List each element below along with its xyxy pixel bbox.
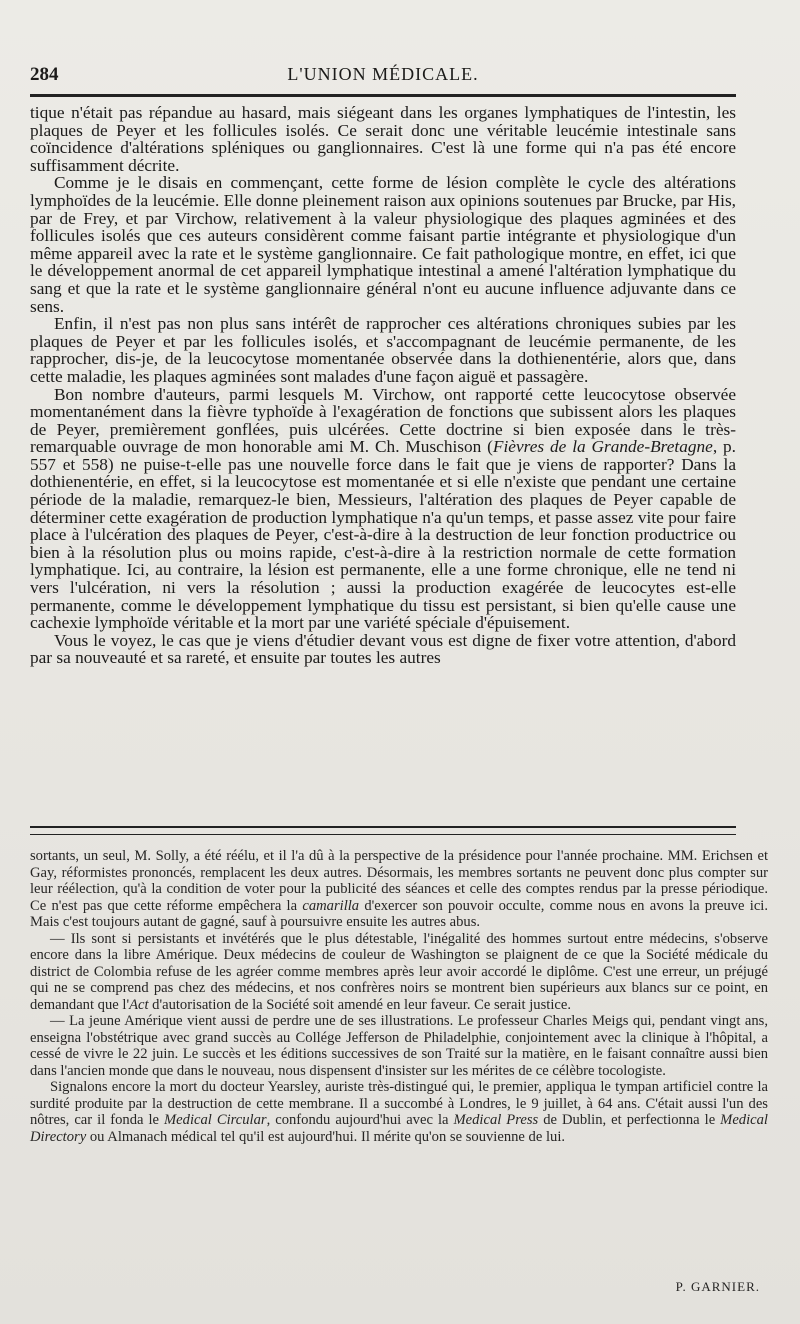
main-text — [30, 104, 736, 667]
text-run: Bon nombre d'auteurs, parmi lesquels M. Virchow, ont rapporté cette leucocytose observée momentanément dans la fièvre typhoïde à l'exagération de fonctions que subissent alors les plaques de Peyer, premièrement gonflées, puis ulcérées. Cette doctrine si bien exposée dans le très-remarquable ouvrage de mon honorable ami M. Ch. Muschison ( — [30, 384, 736, 457]
header-rule — [30, 94, 736, 97]
text-run: d'exercer son pouvoir occulte, comme nous en avons la preuve ici. Mais c'est toujours autant de gagné, sauf à poursuivre ensuite les autres abus. — [30, 897, 768, 930]
note-paragraph — [30, 931, 768, 1014]
journal-title: Medical Press — [453, 1112, 539, 1128]
journal-title: Medical Directory — [30, 1112, 768, 1145]
text-run: , p. 557 et 558) ne puise-t-elle pas une nouvelle force dans le fait que je viens de rapporter? Dans la dothienentérie, en effet, si la leucocytose est momentanée et si elle n'existe que pendant une certaine période de la maladie, remarquez-le bien, Messieurs, l'altération des plaques de Peyer capable de déterminer cette exagération de production lymphatique n'a qu'un temps, et passe assez vite pour faire place à l'ulcération des plaques de Peyer, c'est-à-dire à la destruction de leur fonction productrice ou bien à la résolution plus ou moins rapide, c'est-à-dire à la restriction normale de cette formation lymphatique. Ici, au contraire, la lésion est permanente, elle a une forme chronique, elle ne tend ni vers l'ulcération, ni vers la résolution ; aussi la production exagérée de leucocytes est-elle permanente, comme le développement lymphatique du tissu est persistant, si bien qu'elle cause une cachexie lymphoïde véritable et la mort par une variété spéciale d'épuisement. — [30, 437, 736, 633]
paragraph: tique n'était pas répandue au hasard, mais siégeant dans les organes lymphatiques de l'intestin, les plaques de Peyer et les follicules isolés. Ce serait donc une véritable leucémie intestinale sans coïncidence d'altérations spléniques ou ganglionnaires. C'est là une forme qui n'a pas été encore suffisamment décrite. — [30, 103, 736, 175]
text-run: — Ils sont si persistants et invétérés que le plus détestable, l'inégalité des hommes surtout entre médecins, s'observe encore dans la libre Amérique. Deux médecins de couleur de Washington se plaignent de ce que la Société médicale du district de Colombia refuse de les agréer comme membres après leur avoir accordé le diplôme. C'est une erreur, un préjugé qui ne se comprend pas chez des médecins, et nos confrères noirs se montrent bien supérieurs aux blancs sur ce point, en demandant que l' — [30, 930, 768, 1013]
text-run: Signalons encore la mort du docteur Yearsley, auriste très-distingué qui, le premier, appliqua le tympan artificiel contre la surdité produite par la destruction de cette membrane. Il a succombé à Londres, le 9 juillet, à 64 ans. C'était aussi l'un des nôtres, car il fonda le — [30, 1079, 768, 1128]
note-paragraph: — La jeune Amérique vient aussi de perdre une de ses illustrations. Le professeur Charles Meigs qui, pendant vingt ans, enseigna l'obstétrique avec grand succès au Collége Jefferson de Philadelphie, conjointement avec la clinique à l'hôpital, a cessé de vivre le 22 juin. Le succès et les éditions successives de son Traité sur la matière, en le faisant connaître aussi bien dans l'ancien monde que dans le nouveau, nous dispensent d'insister sur les mérites de ce célèbre tocologiste. — [30, 1013, 768, 1079]
note-paragraph — [30, 848, 768, 931]
text-run: ou Almanach médical tel qu'il est aujourd'hui. Il mérite qu'on se souvienne de lui. — [86, 1128, 566, 1145]
footnotes — [30, 848, 768, 1145]
note-paragraph — [30, 1079, 768, 1145]
notes-rule — [30, 826, 736, 835]
running-title: L'UNION MÉDICALE. — [287, 64, 479, 84]
text-run: sortants, un seul, M. Solly, a été réélu, et il l'a dû à la perspective de la présidence pour l'année prochaine. MM. Erichsen et Gay, réformistes prononcés, remplacent les deux autres. Désormais, les membres sortants ne peuvent donc plus compter sur leur réélection, qu'à la condition de voter pour la publicité des séances et celle des comptes rendus par la presse périodique. Ce n'est pas que cette réforme empêchera la — [30, 848, 768, 914]
italic-term: Act — [129, 996, 149, 1013]
paragraph: Vous le voyez, le cas que je viens d'étudier devant vous est digne de fixer votre attention, d'abord par sa nouveauté et sa rareté, et ensuite par toutes les autres — [30, 630, 736, 668]
paragraph: Comme je le disais en commençant, cette forme de lésion complète le cycle des altérations lymphoïdes de la leucémie. Elle donne pleinement raison aux opinions soutenues par Brucke, par His, par de Frey, et par Virchow, relativement à la valeur physiologique des plaques agminées et des follicules isolés que ces auteurs considèrent comme faisant partie intégrante et physiologique d'un même appareil avec la rate et le système ganglionnaire. Ce fait pathologique montre, en effet, ici que le développement anormal de cet appareil lymphatique intestinal a amené l'altération lymphatique du sang et que la rate et le système ganglionnaire général n'ont eu aucune influence adjuvante dans ce sens. — [30, 173, 736, 316]
signature: P. GARNIER. — [675, 1279, 760, 1294]
paragraph: Enfin, il n'est pas non plus sans intérêt de rapprocher ces altérations chroniques subies par les plaques de Peyer et par les follicules isolés, et s'accompagnant de leucémie permanente, de les rapprocher, dis-je, de la leucocytose momentanée observée dans la dothienentérie, alors que, dans cette maladie, les plaques agminées sont malades d'une façon aiguë et passagère. — [30, 314, 736, 386]
page-number: 284 — [30, 64, 59, 85]
book-title: Fièvres de la Grande-Bretagne — [492, 437, 713, 457]
paragraph — [30, 386, 736, 632]
text-run: , confondu aujourd'hui avec la — [266, 1112, 454, 1128]
italic-term: camarilla — [302, 897, 360, 914]
journal-title: Medical Circular — [164, 1112, 267, 1128]
page-header — [30, 62, 736, 92]
text-run: de Dublin, et perfectionna le — [538, 1112, 721, 1128]
text-run: d'autorisation de la Société soit amendé en leur faveur. Ce serait justice. — [148, 996, 571, 1013]
